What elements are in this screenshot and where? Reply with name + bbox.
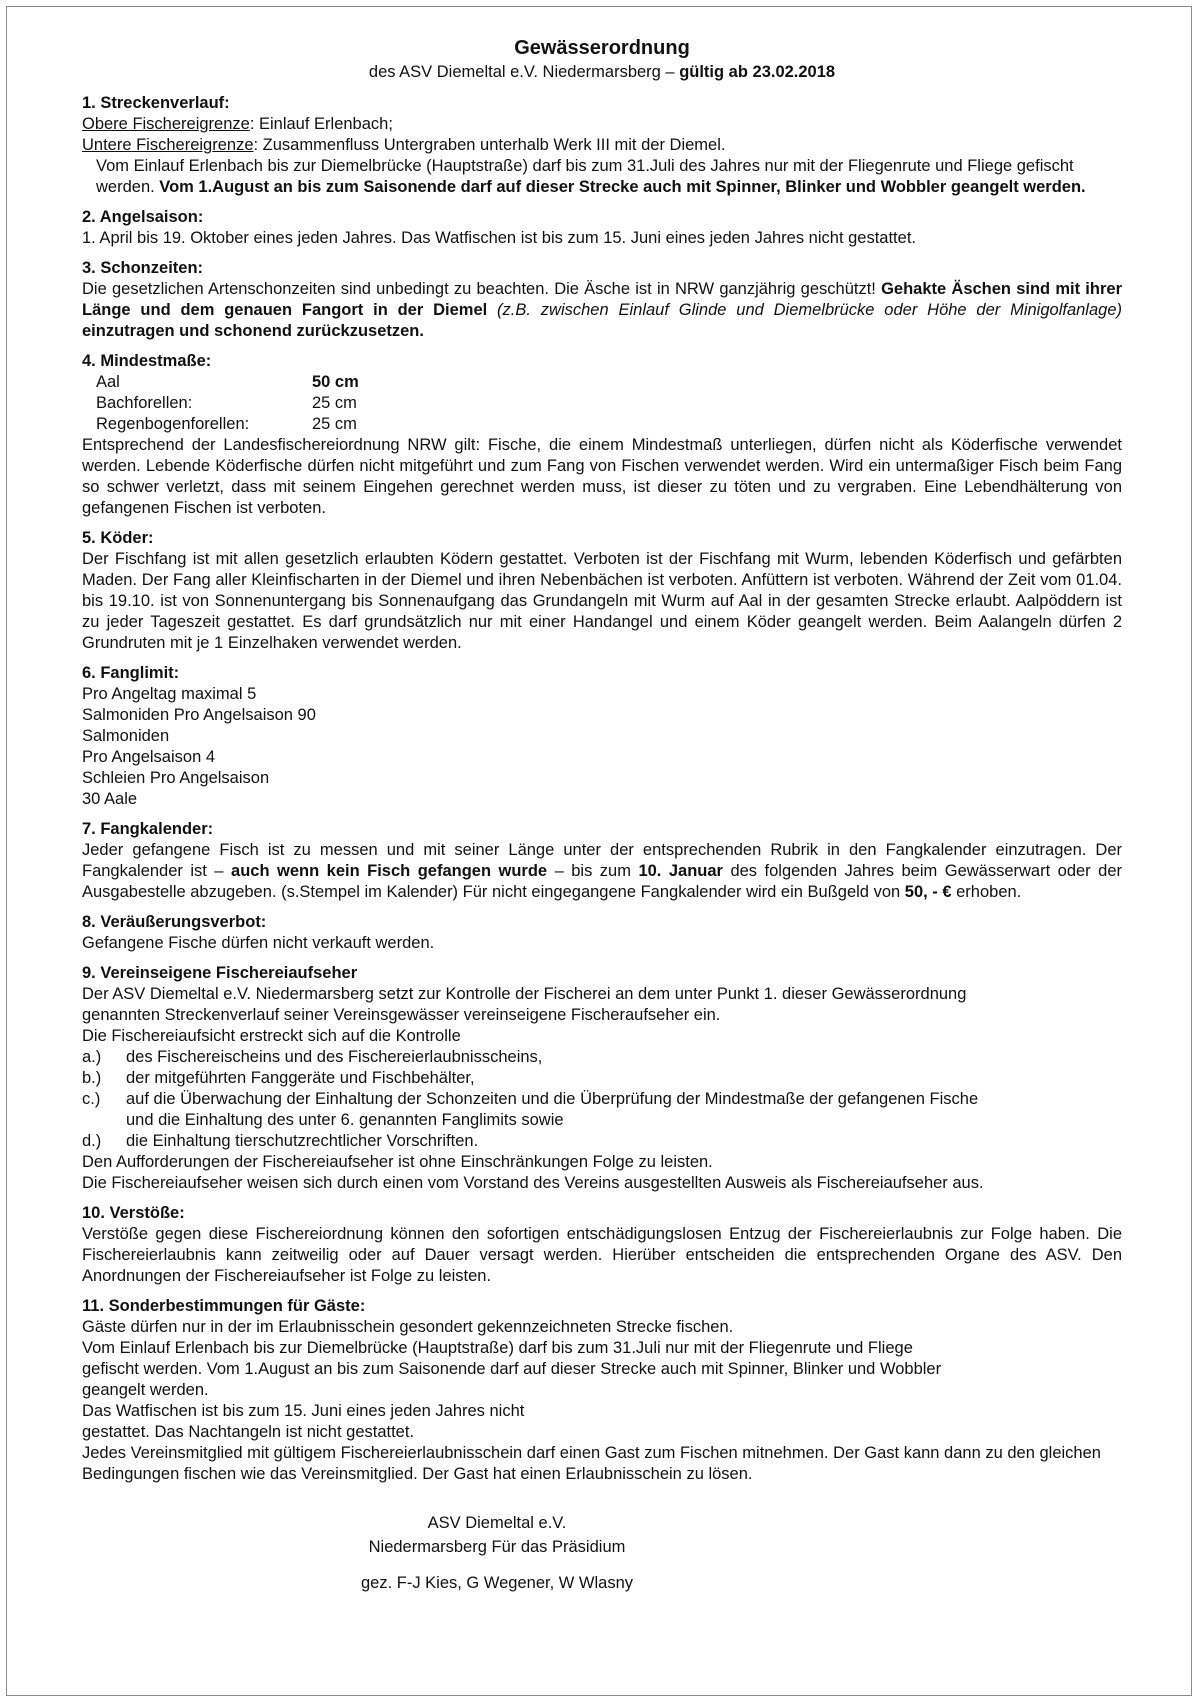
list-item	[82, 1047, 1122, 1068]
section-verstoesse	[82, 1203, 1122, 1287]
subtitle-validity: gültig ab 23.02.2018	[679, 63, 836, 81]
body-line: gestattet. Das Nachtangeln ist nicht gestattet.	[82, 1423, 415, 1441]
document-content	[82, 31, 1122, 1595]
section-mindestmasse	[82, 351, 1122, 519]
body-text: erhoben.	[951, 883, 1022, 901]
body-line: Gäste dürfen nur in der im Erlaubnisschein gesondert gekennzeichneten Strecke fischen.	[82, 1318, 734, 1336]
section-body: Entsprechend der Landesfischereiordnung NRW gilt: Fische, die einem Mindestmaß unterliegen, dürfen nicht als Köderfische verwendet werden. Lebende Köderfische dürfen nicht mitgeführt und zum Fang von Fischen verwendet werden. Wird ein untermaßiger Fisch beim Fang so schwer verletzt, dass mit seinem Eingehen gerechnet werden muss, ist dieser zu töten und zu vergraben. Eine Lebendhälterung von gefangenen Fischen ist verboten.	[82, 436, 1122, 517]
limit-line: Pro Angeltag maximal 5	[82, 685, 257, 703]
closing-text: Den Aufforderungen der Fischereiaufseher ist ohne Einschränkungen Folge zu leisten.	[82, 1153, 713, 1171]
fish-name: Aal	[96, 373, 120, 391]
limit-line: Salmoniden Pro Angelsaison 90	[82, 706, 316, 724]
body-text-bold: Gehakte Äschen sind mit ihrer Länge und dem genauen Fangort in der Diemel	[82, 280, 1122, 319]
signature-block	[82, 1511, 912, 1595]
body-text-bold: Vom 1.August an bis zum Saisonende darf auf dieser Strecke auch mit Spinner, Blinker und Wobbler geangelt werden.	[159, 178, 1086, 196]
body-text-italic: (z.B. zwischen Einlauf Glinde und Diemelbrücke oder Höhe der Minigolfanlage)	[497, 301, 1122, 319]
fish-size: 25 cm	[312, 394, 357, 412]
section-body	[82, 840, 1122, 903]
size-row	[82, 414, 1122, 435]
limit-line: Pro Angelsaison 4	[82, 748, 216, 766]
list-text: auf die Überwachung der Einhaltung der Schonzeiten und die Überprüfung der Mindestmaße der gefangenen Fische und die Einhaltung des unter 6. genannten Fanglimits sowie	[126, 1090, 979, 1129]
section-schonzeiten	[82, 258, 1122, 342]
body-text: Jedes Vereinsmitglied mit gültigem Fischereierlaubnisschein darf einen Gast zum Fischen mitnehmen. Der Gast kann dann zu den gleichen Bedingungen fischen wie das Vereinsmitglied. Der Gast hat einen Erlaubnisschein zu lösen.	[82, 1444, 1101, 1483]
section-streckenverlauf	[82, 93, 1122, 198]
section-heading: 2. Angelsaison:	[82, 208, 204, 226]
document-title: Gewässerordnung	[514, 37, 690, 59]
body-text: Die gesetzlichen Artenschonzeiten sind unbedingt zu beachten. Die Äsche ist in NRW ganzjährig geschützt!	[82, 280, 882, 298]
section-heading: 4. Mindestmaße:	[82, 352, 212, 370]
scope-text: Die Fischereiaufsicht erstreckt sich auf die Kontrolle	[82, 1027, 461, 1045]
list-marker: c.)	[82, 1090, 101, 1108]
upper-boundary-text: : Einlauf Erlenbach;	[249, 115, 393, 133]
body-line: gefischt werden. Vom 1.August an bis zum Saisonende darf auf dieser Strecke auch mit Spinner, Blinker und Wobbler	[82, 1360, 942, 1378]
list-text: der mitgeführten Fanggeräte und Fischbehälter,	[126, 1069, 475, 1087]
fish-size: 25 cm	[312, 415, 357, 433]
upper-boundary	[82, 114, 1122, 135]
deadline-date: 10. Januar	[638, 862, 723, 880]
list-marker: d.)	[82, 1132, 102, 1150]
section-body: Gefangene Fische dürfen nicht verkauft werden.	[82, 934, 435, 952]
list-item	[82, 1068, 1122, 1089]
club-name: ASV Diemeltal e.V.	[427, 1514, 567, 1532]
section-body	[82, 279, 1122, 342]
fish-name: Regenbogenforellen:	[96, 415, 250, 433]
section-heading: 3. Schonzeiten:	[82, 259, 204, 277]
list-text: die Einhaltung tierschutzrechtlicher Vorschriften.	[126, 1132, 479, 1150]
size-row	[82, 393, 1122, 414]
section-heading: 8. Veräußerungsverbot:	[82, 913, 267, 931]
body-text: Vom Einlauf Erlenbach bis zur Diemelbrücke (Hauptstraße) darf bis zum 31.Juli des Jahres nur mit der Fliegenrute und Fliege gefischt werden.	[96, 157, 1074, 196]
section-koeder	[82, 528, 1122, 654]
fish-size: 50 cm	[312, 373, 359, 391]
section-intro: Der ASV Diemeltal e.V. Niedermarsberg setzt zur Kontrolle der Fischerei an dem unter Punkt 1. dieser Gewässerordnung genannten Streckenverlauf seiner Vereinsgewässer vereinseigene Fischeraufseher ein.	[82, 985, 967, 1024]
section-heading: 11. Sonderbestimmungen für Gäste:	[82, 1297, 366, 1315]
upper-boundary-label: Obere Fischereigrenze	[82, 115, 250, 133]
fine-amount: 50, - €	[904, 883, 952, 901]
section-fischereiaufseher	[82, 963, 1122, 1194]
section-fangkalender	[82, 819, 1122, 903]
lower-boundary-label: Untere Fischereigrenze	[82, 136, 254, 154]
subtitle-text: des ASV Diemeltal e.V. Niedermarsberg –	[368, 63, 680, 81]
section-body: 1. April bis 19. Oktober eines jeden Jahres. Das Watfischen ist bis zum 15. Juni eines jeden Jahres nicht gestattet.	[82, 229, 916, 247]
list-item	[82, 1131, 1122, 1152]
section-fanglimit	[82, 663, 1122, 810]
section-veraeusserungsverbot	[82, 912, 1122, 954]
lower-boundary	[82, 135, 1122, 156]
document-subtitle	[82, 61, 1122, 83]
signature-spacer	[82, 1559, 912, 1571]
section-heading: 10. Verstöße:	[82, 1204, 185, 1222]
section-heading: 9. Vereinseigene Fischereiaufseher	[82, 964, 358, 982]
limit-line: Salmoniden	[82, 727, 170, 745]
body-line: geangelt werden.	[82, 1381, 209, 1399]
section-sonderbestimmungen	[82, 1296, 1122, 1485]
list-item	[82, 1089, 1122, 1131]
body-line: Das Watfischen ist bis zum 15. Juni eines jeden Jahres nicht	[82, 1402, 525, 1420]
body-text: Jeder gefangene Fisch ist zu messen und mit seiner Länge unter der entsprechenden Rubrik in den Fangkalender einzutragen. Der Fangkalender ist –	[82, 841, 1122, 880]
body-text-bold: auch wenn kein Fisch gefangen wurde	[231, 862, 548, 880]
section-heading: 5. Köder:	[82, 529, 154, 547]
size-row	[82, 372, 1122, 393]
lower-boundary-text: : Zusammenfluss Untergraben unterhalb Werk III mit der Diemel.	[253, 136, 726, 154]
section-body	[82, 156, 1122, 198]
list-marker: b.)	[82, 1069, 102, 1087]
fish-name: Bachforellen:	[96, 394, 193, 412]
section-heading: 6. Fanglimit:	[82, 664, 180, 682]
body-text-bold: einzutragen und schonend zurückzusetzen.	[82, 322, 424, 340]
document-page	[6, 6, 1192, 1696]
body-line: Vom Einlauf Erlenbach bis zur Diemelbrücke (Hauptstraße) darf bis zum 31.Juli nur mit der Fliegenrute und Fliege	[82, 1339, 913, 1357]
limit-line: 30 Aale	[82, 790, 138, 808]
body-text: – bis zum	[547, 862, 639, 880]
body-text: des folgenden Jahres beim Gewässerwart oder der Ausgabestelle abzugeben. (s.Stempel im Kalender) Für nicht eingegangene Fangkalender wird ein Bußgeld von	[82, 862, 1122, 901]
list-marker: a.)	[82, 1048, 102, 1066]
section-angelsaison	[82, 207, 1122, 249]
presidium-line: Niedermarsberg Für das Präsidium	[368, 1538, 626, 1556]
section-body: Der Fischfang ist mit allen gesetzlich erlaubten Ködern gestattet. Verboten ist der Fischfang mit Wurm, lebenden Köderfisch und gefärbten Maden. Der Fang aller Kleinfischarten in der Diemel und ihren Nebenbächen ist verboten. Anfüttern ist verboten. Während der Zeit vom 01.04. bis 19.10. ist von Sonnenuntergang bis Sonnenaufgang das Grundangeln mit Wurm auf Aal in der gesamten Strecke erlaubt. Aalpöddern ist zu jeder Tageszeit gestattet. Es darf grundsätzlich nur mit einer Handangel und einem Köder geangelt werden. Beim Aalangeln dürfen 2 Grundruten mit je 1 Einzelhaken verwendet werden.	[82, 550, 1122, 652]
signatories: gez. F-J Kies, G Wegener, W Wlasny	[360, 1574, 634, 1592]
list-text: des Fischereischeins und des Fischereierlaubnisscheins,	[126, 1048, 543, 1066]
section-heading: 1. Streckenverlauf:	[82, 94, 230, 112]
section-body: Verstöße gegen diese Fischereiordnung können den sofortigen entschädigungslosen Entzug der Fischereierlaubnis zur Folge haben. Die Fischereierlaubnis kann zeitweilig oder auf Dauer versagt werden. Hierüber entscheiden die entsprechenden Organe des ASV. Den Anordnungen der Fischereiaufseher ist Folge zu leisten.	[82, 1225, 1122, 1285]
closing-text: Die Fischereiaufseher weisen sich durch einen vom Vorstand des Vereins ausgestellten Ausweis als Fischereiaufseher aus.	[82, 1174, 984, 1192]
section-heading: 7. Fangkalender:	[82, 820, 214, 838]
limit-line: Schleien Pro Angelsaison	[82, 769, 270, 787]
